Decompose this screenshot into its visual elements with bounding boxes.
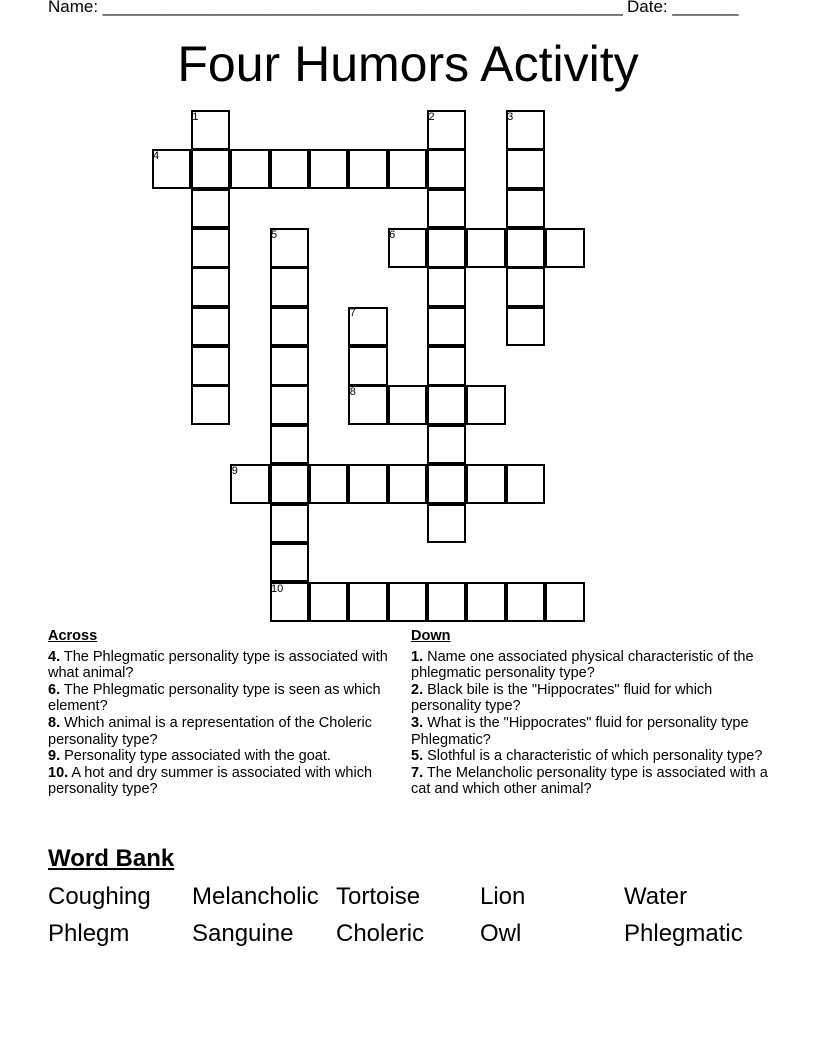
crossword-cell[interactable] <box>427 189 467 229</box>
crossword-cell[interactable] <box>427 228 467 268</box>
date-field: Date: _______ <box>627 0 739 16</box>
clue-number-label: 2 <box>428 110 435 123</box>
word-bank-item: Lion <box>480 883 526 910</box>
crossword-cell[interactable] <box>309 464 349 504</box>
crossword-cell[interactable] <box>348 582 388 622</box>
clue-text: Black bile is the "Hippocrates" fluid for which personality type? <box>411 681 713 715</box>
clue-number-label: 10 <box>271 582 284 595</box>
crossword-cell[interactable] <box>506 228 546 268</box>
crossword-cell[interactable] <box>270 504 310 544</box>
crossword-cell[interactable] <box>191 385 231 425</box>
clue-number: 9. <box>48 748 61 765</box>
crossword-cell[interactable] <box>427 385 467 425</box>
clue-number-label: 3 <box>507 110 514 123</box>
down-clue <box>411 765 781 798</box>
crossword-cell[interactable] <box>309 149 349 189</box>
crossword-cell[interactable] <box>427 346 467 386</box>
crossword-cell[interactable] <box>191 307 231 347</box>
down-heading: Down <box>411 628 451 644</box>
crossword-cell[interactable] <box>270 267 310 307</box>
crossword-cell[interactable] <box>191 149 231 189</box>
crossword-cell[interactable] <box>270 425 310 465</box>
crossword-cell[interactable] <box>191 189 231 229</box>
crossword-cell[interactable] <box>388 464 428 504</box>
clue-number-label: 4 <box>153 149 160 162</box>
word-bank-item: Sanguine <box>192 920 294 947</box>
crossword-cell[interactable] <box>270 385 310 425</box>
clue-number-label: 6 <box>389 228 396 241</box>
clue-number-label: 9 <box>231 464 238 477</box>
crossword-cell[interactable] <box>427 267 467 307</box>
crossword-cell[interactable] <box>506 582 546 622</box>
crossword-cell[interactable] <box>506 307 546 347</box>
name-field: Name: _______________________________________________________ <box>48 0 623 16</box>
crossword-cell[interactable] <box>348 149 388 189</box>
clue-text: Slothful is a characteristic of which personality type? <box>423 748 763 765</box>
across-clue <box>48 748 393 765</box>
crossword-cell[interactable] <box>427 425 467 465</box>
word-bank-item: Phlegmatic <box>624 920 743 947</box>
crossword-cell[interactable] <box>427 582 467 622</box>
clue-number: 8. <box>48 714 61 731</box>
crossword-cell[interactable] <box>388 149 428 189</box>
clue-text: The Phlegmatic personality type is seen as which element? <box>48 681 381 715</box>
crossword-cell[interactable] <box>466 582 506 622</box>
clue-text: What is the "Hippocrates" fluid for personality type Phlegmatic? <box>411 714 749 748</box>
across-clue <box>48 765 393 798</box>
word-bank-item: Choleric <box>336 920 425 947</box>
down-clues <box>411 628 781 798</box>
crossword-cell[interactable] <box>348 346 388 386</box>
word-bank-item: Water <box>624 883 688 910</box>
clue-number: 4. <box>48 648 61 665</box>
clue-text: The Phlegmatic personality type is associated with what animal? <box>48 648 388 682</box>
clue-number: 7. <box>411 764 424 781</box>
crossword-cell[interactable] <box>466 228 506 268</box>
crossword-cell[interactable] <box>506 464 546 504</box>
clue-text: The Melancholic personality type is associated with a cat and which other animal? <box>411 764 768 798</box>
clue-number: 3. <box>411 714 424 731</box>
crossword-cell[interactable] <box>506 267 546 307</box>
clue-text: Name one associated physical characteristic of the phlegmatic personality type? <box>411 648 754 682</box>
crossword-cell[interactable] <box>191 346 231 386</box>
clue-number: 5. <box>411 748 424 765</box>
crossword-cell[interactable] <box>270 543 310 583</box>
across-heading: Across <box>48 628 98 644</box>
crossword-cell[interactable] <box>230 149 270 189</box>
crossword-cell[interactable] <box>506 149 546 189</box>
clue-number-label: 5 <box>271 228 278 241</box>
clue-number-label: 8 <box>349 385 356 398</box>
down-clue <box>411 682 781 715</box>
crossword-cell[interactable] <box>427 464 467 504</box>
crossword-cell[interactable] <box>191 228 231 268</box>
crossword-cell[interactable] <box>466 464 506 504</box>
clue-number: 6. <box>48 681 61 698</box>
word-bank-heading: Word Bank <box>48 845 175 872</box>
clue-number: 2. <box>411 681 424 698</box>
across-clue <box>48 649 393 682</box>
down-clue <box>411 649 781 682</box>
word-bank-item: Phlegm <box>48 920 130 947</box>
crossword-cell[interactable] <box>427 307 467 347</box>
crossword-cell[interactable] <box>466 385 506 425</box>
clue-number: 10. <box>48 764 69 781</box>
word-bank-item: Melancholic <box>192 883 319 910</box>
down-clue <box>411 715 781 748</box>
clue-text: A hot and dry summer is associated with which personality type? <box>48 764 373 798</box>
crossword-cell[interactable] <box>270 464 310 504</box>
clue-text: Which animal is a representation of the Choleric personality type? <box>48 714 372 748</box>
crossword-cell[interactable] <box>388 582 428 622</box>
clue-number-label: 7 <box>349 307 356 320</box>
word-bank-item: Coughing <box>48 883 151 910</box>
clue-number: 1. <box>411 648 424 665</box>
crossword-cell[interactable] <box>545 228 585 268</box>
word-bank-item: Owl <box>480 920 522 947</box>
down-clue <box>411 748 781 765</box>
across-clue <box>48 715 393 748</box>
crossword-cell[interactable] <box>270 346 310 386</box>
crossword-cell[interactable] <box>270 149 310 189</box>
crossword-cell[interactable] <box>270 307 310 347</box>
crossword-cell[interactable] <box>427 504 467 544</box>
crossword-cell[interactable] <box>388 385 428 425</box>
crossword-cell[interactable] <box>506 189 546 229</box>
page-title: Four Humors Activity <box>177 36 639 92</box>
across-clues <box>48 628 393 798</box>
crossword-cell[interactable] <box>427 149 467 189</box>
word-bank-item: Tortoise <box>336 883 421 910</box>
clue-number-label: 1 <box>192 110 199 123</box>
clue-text: Personality type associated with the goat. <box>60 748 331 765</box>
across-clue <box>48 682 393 715</box>
crossword-cell[interactable] <box>348 464 388 504</box>
crossword-cell[interactable] <box>545 582 585 622</box>
crossword-cell[interactable] <box>309 582 349 622</box>
crossword-cell[interactable] <box>191 267 231 307</box>
